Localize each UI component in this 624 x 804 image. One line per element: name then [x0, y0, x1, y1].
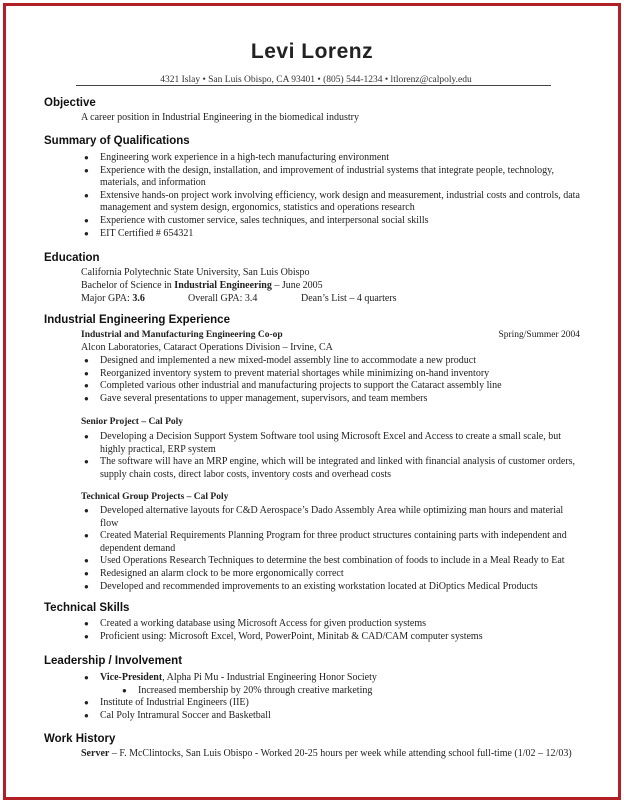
list-item: ● Experience with customer service, sales techniques, and interpersonal social skills [84, 214, 429, 226]
coop-title: Industrial and Manufacturing Engineering Co-op [81, 330, 283, 340]
list-item: ● Used Operations Research Techniques to determine the best combination of foods to include in a Meal Ready to Eat [84, 555, 565, 567]
list-item: ● Developed and recommended improvements to an existing workstation located at DiOptics Medical Products [84, 580, 538, 592]
work-heading: Work History [44, 733, 116, 745]
list-item: ● Gave several presentations to upper management, supervisors, and team members [84, 392, 428, 404]
list-item: ● The software will have an MRP engine, which will be integrated and linked with financial analysis of customer orders, supply chain costs, direct labor costs, inventory costs and overhead costs [84, 456, 576, 480]
qualifications-list [84, 152, 580, 240]
education-degree: Bachelor of Science in Industrial Engineering – June 2005 [81, 280, 323, 291]
header-divider [76, 85, 551, 86]
list-item: ● Institute of Industrial Engineers (IIE) [84, 697, 249, 709]
list-item: ● Vice-President, Alpha Pi Mu - Industrial Engineering Honor Society [84, 672, 377, 683]
coop-date: Spring/Summer 2004 [498, 330, 580, 340]
list-item: ● Reorganized inventory system to prevent material shortages while minimizing on-hand inventory [84, 367, 490, 379]
list-item: ● Developing a Decision Support System Software tool using Microsoft Excel and Access to create a small scale, but highly practical, ERP system [84, 431, 562, 455]
objective-heading: Objective [44, 97, 96, 109]
list-item: ● Increased membership by 20% through creative marketing [122, 684, 373, 696]
skills-heading: Technical Skills [44, 602, 130, 614]
group-projects-list [84, 505, 580, 593]
list-item: ● Redesigned an alarm clock to be more ergonomically correct [84, 567, 344, 579]
list-item: ● Created Material Requirements Planning Program for three product structures containing parts with independent and dependent demand [84, 530, 567, 554]
education-school: California Polytechnic State University, San Luis Obispo [81, 267, 310, 278]
list-item: ● EIT Certified # 654321 [84, 227, 194, 239]
education-gpa: Major GPA: 3.6 Overall GPA: 3.4 Dean’s List – 4 quarters [81, 293, 397, 304]
qualifications-heading: Summary of Qualifications [44, 135, 190, 147]
coop-org: Alcon Laboratories, Cataract Operations Division – Irvine, CA [81, 342, 333, 353]
experience-heading: Industrial Engineering Experience [44, 314, 230, 326]
list-item: ● Proficient using: Microsoft Excel, Word, PowerPoint, Minitab & CAD/CAM computer systems [84, 630, 483, 642]
leadership-heading: Leadership / Involvement [44, 655, 183, 667]
list-item: ● Experience with the design, installation, and improvement of industrial systems that integrate people, technology, materials, and information [84, 164, 554, 189]
objective-text: A career position in Industrial Engineering in the biomedical industry [81, 112, 359, 123]
group-projects-title: Technical Group Projects – Cal Poly [81, 492, 229, 502]
resume-page [6, 6, 618, 797]
list-item: ● Engineering work experience in a high-tech manufacturing environment [84, 152, 390, 163]
page-frame [3, 3, 621, 800]
contact-line: 4321 Islay • San Luis Obispo, CA 93401 • (805) 544-1234 • ltlorenz@calpoly.edu [160, 75, 472, 85]
skills-list [84, 618, 580, 643]
senior-project-list [84, 431, 580, 481]
resume-name: Levi Lorenz [250, 40, 374, 63]
list-item: ● Designed and implemented a new mixed-model assembly line to accommodate a new product [84, 355, 476, 366]
list-item: ● Developed alternative layouts for C&D Aerospace’s Dado Assembly Area while optimizing man hours and material flow [84, 505, 564, 529]
list-item: ● Completed various other industrial and manufacturing projects to support the Cataract assembly line [84, 380, 502, 392]
leadership-list [84, 672, 580, 722]
work-line: Server – F. McClintocks, San Luis Obispo - Worked 20-25 hours per week while attending school full-time (1/02 – 12/03) [81, 748, 572, 759]
list-item: ● Created a working database using Microsoft Access for given production systems [84, 618, 427, 629]
education-heading: Education [44, 252, 100, 264]
coop-list [84, 355, 580, 405]
list-item: ● Cal Poly Intramural Soccer and Basketball [84, 709, 271, 721]
list-item: ● Extensive hands-on project work involving efficiency, work design and measurement, industrial costs and controls, data management and system design, ergonomics, statistics and operations research [84, 189, 580, 214]
senior-project-title: Senior Project – Cal Poly [81, 417, 184, 427]
